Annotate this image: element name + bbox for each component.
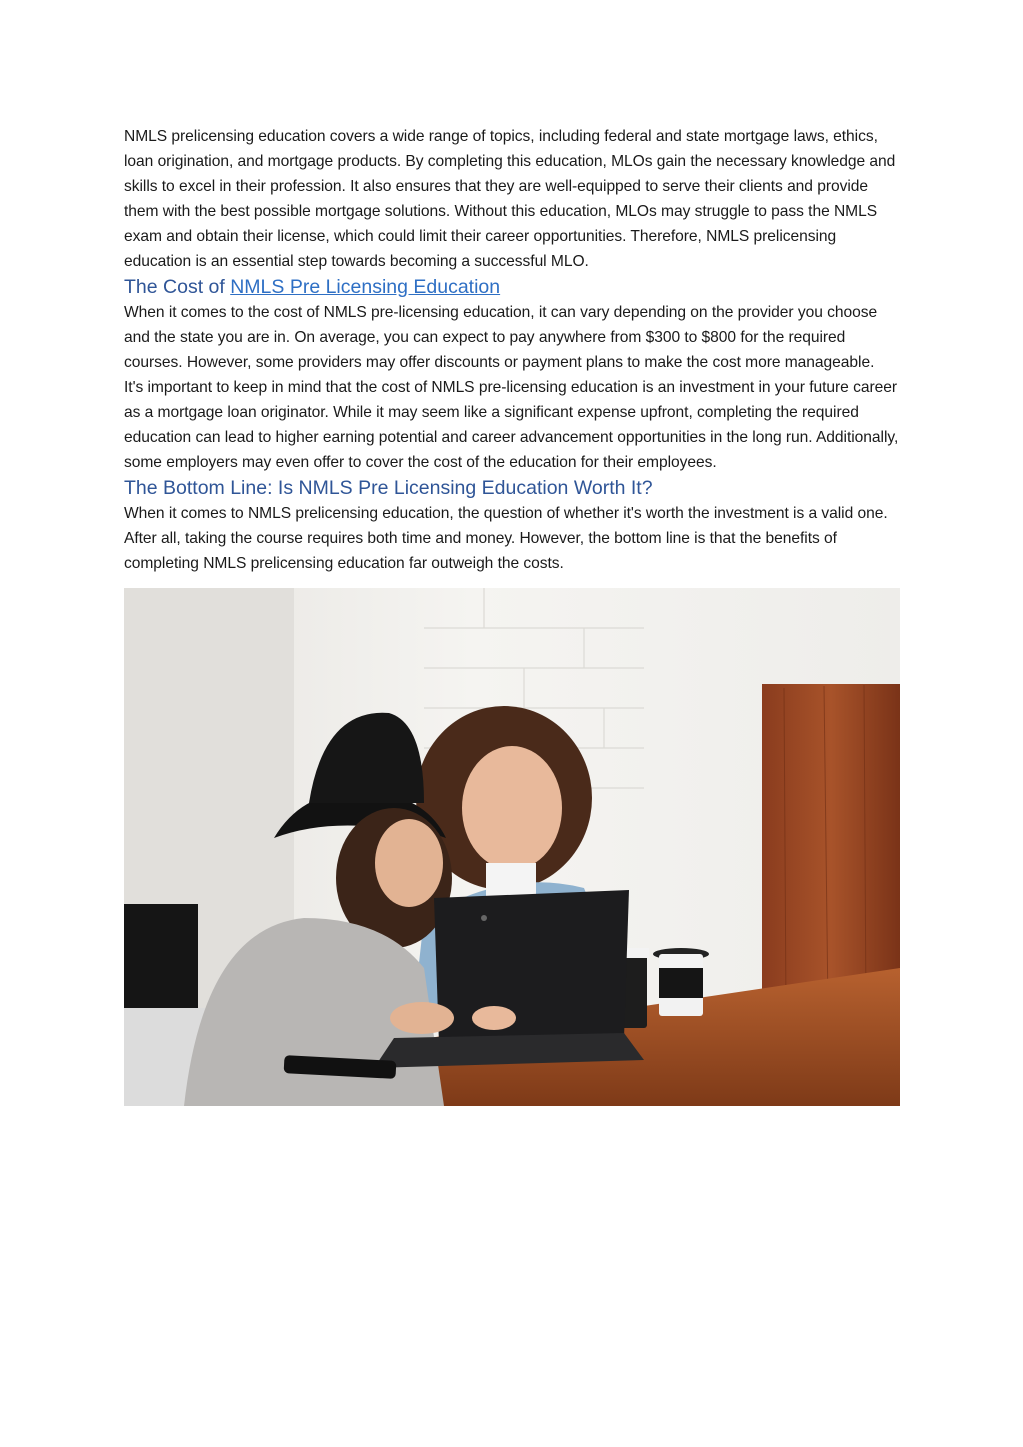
bottom-line-paragraph: When it comes to NMLS prelicensing education, the question of whether it's worth the investment is a valid one. After all, taking the course requires both time and money. However, the bottom line is that the benefits of completing NMLS prelicensing education far outweigh the costs. bbox=[124, 505, 888, 572]
document-page bbox=[124, 124, 900, 1106]
cost-heading-prefix: The Cost of bbox=[124, 276, 231, 298]
nmls-education-link[interactable]: NMLS Pre Licensing Education bbox=[230, 276, 501, 298]
article-photo bbox=[124, 588, 900, 1106]
cost-paragraph: When it comes to the cost of NMLS pre-licensing education, it can vary depending on the provider you choose and the state you are in. On average, you can expect to pay anywhere from $300 to $800 for the required courses. However, some providers may offer discounts or payment plans to make the cost more manageable. bbox=[124, 304, 878, 371]
cost-heading bbox=[124, 274, 900, 300]
intro-paragraph: NMLS prelicensing education covers a wide range of topics, including federal and state mortgage laws, ethics, loan origination, and mortgage products. By completing this education, MLOs gain the necessary knowledge and skills to excel in their profession. It also ensures that they are well-equipped to serve their clients and provide them with the best possible mortgage solutions. Without this education, MLOs may struggle to pass the NMLS exam and obtain their license, which could limit their career opportunities. Therefore, NMLS prelicensing education is an essential step towards becoming a successful MLO. bbox=[124, 128, 896, 270]
bottom-line-heading: The Bottom Line: Is NMLS Pre Licensing Education Worth It? bbox=[124, 477, 653, 499]
photo-illustration bbox=[124, 588, 900, 1106]
investment-paragraph: It's important to keep in mind that the cost of NMLS pre-licensing education is an investment in your future career as a mortgage loan originator. While it may seem like a significant expense upfront, completing the required education can lead to higher earning potential and career advancement opportunities in the long run. Additionally, some employers may even offer to cover the cost of the education for their employees. bbox=[124, 379, 899, 471]
